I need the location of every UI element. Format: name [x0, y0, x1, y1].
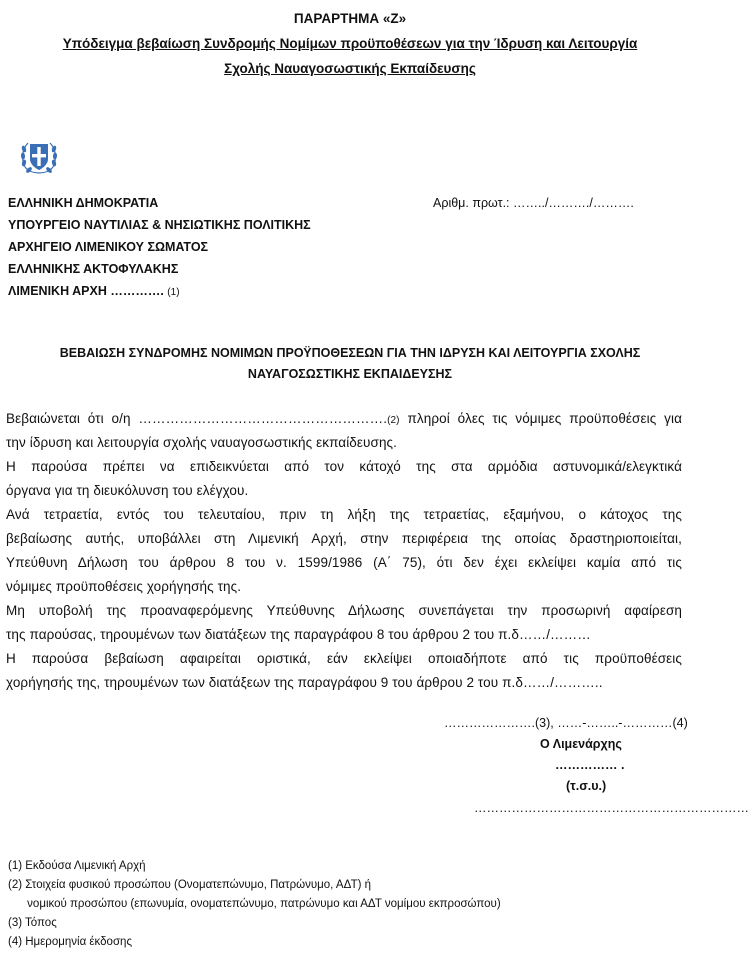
paragraph-1-line-1: [6, 411, 682, 426]
paragraph-3-line-2: βεβαίωσης αυτής, υποβάλλει στη Λιμενική Αρχή, στην περιφέρεια της οποίας δραστηριοποιείται,: [6, 531, 682, 546]
paragraph-3-line-4: νόμιμες προϋποθέσεις χορήγησής της.: [6, 579, 242, 594]
place-date-line: ………………….(3), ……-……..-…………(4): [444, 716, 688, 730]
seal-label: (τ.σ.υ.): [566, 779, 607, 793]
paragraph-2-line-2: όργανα για τη διευκόλυνση του ελέγχου.: [6, 483, 249, 498]
port-authority-line: [8, 284, 180, 298]
footnote-4: (4) Ημερομηνία έκδοσης: [8, 936, 132, 948]
footnote-2: (2) Στοιχεία φυσικού προσώπου (Ονοματεπώνυμο, Πατρώνυμο, ΑΔΤ) ή: [8, 879, 372, 891]
paragraph-4-line-2: της παρούσας, τηρουμένων των διατάξεων της παραγράφου 8 του άρθρου 2 του π.δ……/………: [6, 627, 591, 642]
footnote-ref-2: (2): [387, 415, 400, 426]
greek-coat-of-arms-icon: [19, 137, 59, 179]
protocol-number: Αριθμ. πρωτ.: ……../………./……….: [433, 196, 634, 210]
certify-text-end: πληροί όλες τις νόμιμες προϋποθέσεις για: [399, 411, 682, 426]
header-line-3: ΑΡΧΗΓΕΙΟ ΛΙΜΕΝΙΚΟΥ ΣΩΜΑΤΟΣ: [8, 240, 209, 254]
header-line-2: ΥΠΟΥΡΓΕΙΟ ΝΑΥΤΙΛΙΑΣ & ΝΗΣΙΩΤΙΚΗΣ ΠΟΛΙΤΙΚΗΣ: [8, 218, 311, 232]
header-line-1: ΕΛΛΗΝΙΚΗ ΔΗΜΟΚΡΑΤΙΑ: [8, 196, 159, 210]
header-line-4: ΕΛΛΗΝΙΚΗΣ ΑΚΤΟΦΥΛΑΚΗΣ: [8, 262, 179, 276]
paragraph-5-line-2: χορήγησής της, τηρουμένων των διατάξεων της παραγράφου 9 του άρθρου 2 του π.δ……/………..: [6, 675, 603, 690]
signatory-name-line: …………………………………………………………: [474, 801, 749, 815]
signatory-role: Ο Λιμενάρχης: [540, 737, 622, 751]
paragraph-3-line-3: Υπεύθυνη Δήλωση του άρθρου 8 του ν. 1599/1986 (Α΄ 75), ότι δεν έχει εκλείψει καμία από τις: [6, 555, 682, 570]
document-title-line-1: ΒΕΒΑΙΩΣΗ ΣΥΝΔΡΟΜΗΣ ΝΟΜΙΜΩΝ ΠΡΟΫΠΟΘΕΣΕΩΝ ΓΙΑ ΤΗΝ ΙΔΡΥΣΗ ΚΑΙ ΛΕΙΤΟΥΡΓΙΑ ΣΧΟΛΗΣ: [59, 346, 641, 360]
footnote-3: (3) Τόπος: [8, 917, 57, 929]
annex-subtitle-line-2: Σχολής Ναυαγοσωστικής Εκπαίδευσης: [224, 61, 476, 76]
annex-subtitle-line-1: Υπόδειγμα βεβαίωση Συνδρομής Νομίμων προϋποθέσεων για την Ίδρυση και Λειτουργία: [62, 36, 638, 51]
certify-text: Βεβαιώνεται ότι ο/η ……………………………………………….: [6, 411, 388, 426]
signatory-dots: …………… .: [555, 758, 625, 772]
annex-title: ΠΑΡΑΡΤΗΜΑ «Ζ»: [293, 11, 407, 26]
paragraph-5-line-1: Η παρούσα βεβαίωση αφαιρείται οριστικά, εάν εκλείψει οποιαδήποτε από τις προϋποθέσεις: [6, 651, 682, 666]
paragraph-4-line-1: Μη υποβολή της προαναφερόμενης Υπεύθυνης Δήλωσης συνεπάγεται την προσωρινή αφαίρεση: [6, 603, 682, 618]
port-authority-label: ΛΙΜΕΝΙΚΗ ΑΡΧΗ ………….: [8, 284, 164, 298]
paragraph-3-line-1: Ανά τετραετία, εντός του τελευταίου, πριν τη λήξη της τετραετίας, εξαμήνου, ο κάτοχος της: [6, 507, 682, 522]
document-title-line-2: ΝΑΥΑΓΟΣΩΣΤΙΚΗΣ ΕΚΠΑΙΔΕΥΣΗΣ: [247, 367, 453, 381]
paragraph-1-line-2: την ίδρυση και λειτουργία σχολής ναυαγοσωστικής εκπαίδευσης.: [6, 435, 398, 450]
port-authority-footnote-ref: (1): [167, 287, 180, 298]
footnote-1: (1) Εκδούσα Λιμενική Αρχή: [8, 860, 146, 872]
paragraph-2-line-1: Η παρούσα πρέπει να επιδεικνύεται από τον κάτοχό της στα αρμόδια αστυνομικά/ελεγκτικά: [6, 459, 682, 474]
footnote-2-continued: νομικού προσώπου (επωνυμία, ονοματεπώνυμο, πατρώνυμο και ΑΔΤ νομίμου εκπροσώπου): [8, 898, 501, 910]
